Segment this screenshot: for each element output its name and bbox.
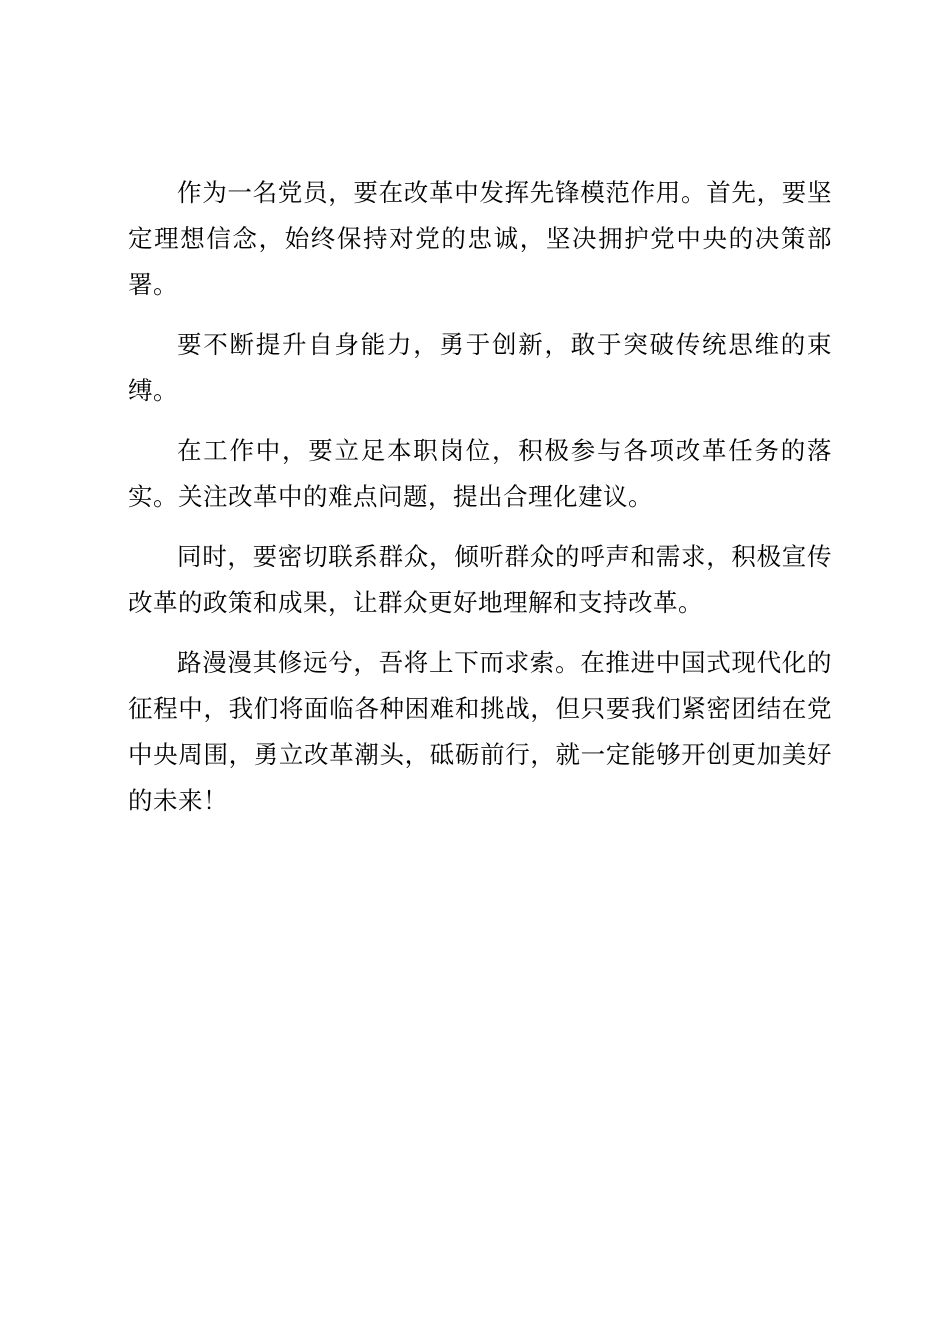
- paragraph-2: 要不断提升自身能力，勇于创新，敢于突破传统思维的束缚。: [128, 330, 832, 405]
- paragraph-1: 作为一名党员，要在改革中发挥先锋模范作用。首先，要坚定理想信念，始终保持对党的忠诚，坚决拥护党中央的决策部署。: [128, 178, 832, 299]
- paragraph-3: 在工作中，要立足本职岗位，积极参与各项改革任务的落实。关注改革中的难点问题，提出合理化建议。: [128, 436, 832, 511]
- paragraph-4: 同时，要密切联系群众，倾听群众的呼声和需求，积极宣传改革的政策和成果，让群众更好地理解和支持改革。: [128, 542, 832, 617]
- paragraph-5: 路漫漫其修远兮，吾将上下而求索。在推进中国式现代化的征程中，我们将面临各种困难和挑战，但只要我们紧密团结在党中央周围，勇立改革潮头，砥砺前行，就一定能够开创更加美好的未来！: [128, 648, 832, 815]
- document-body: [128, 170, 832, 838]
